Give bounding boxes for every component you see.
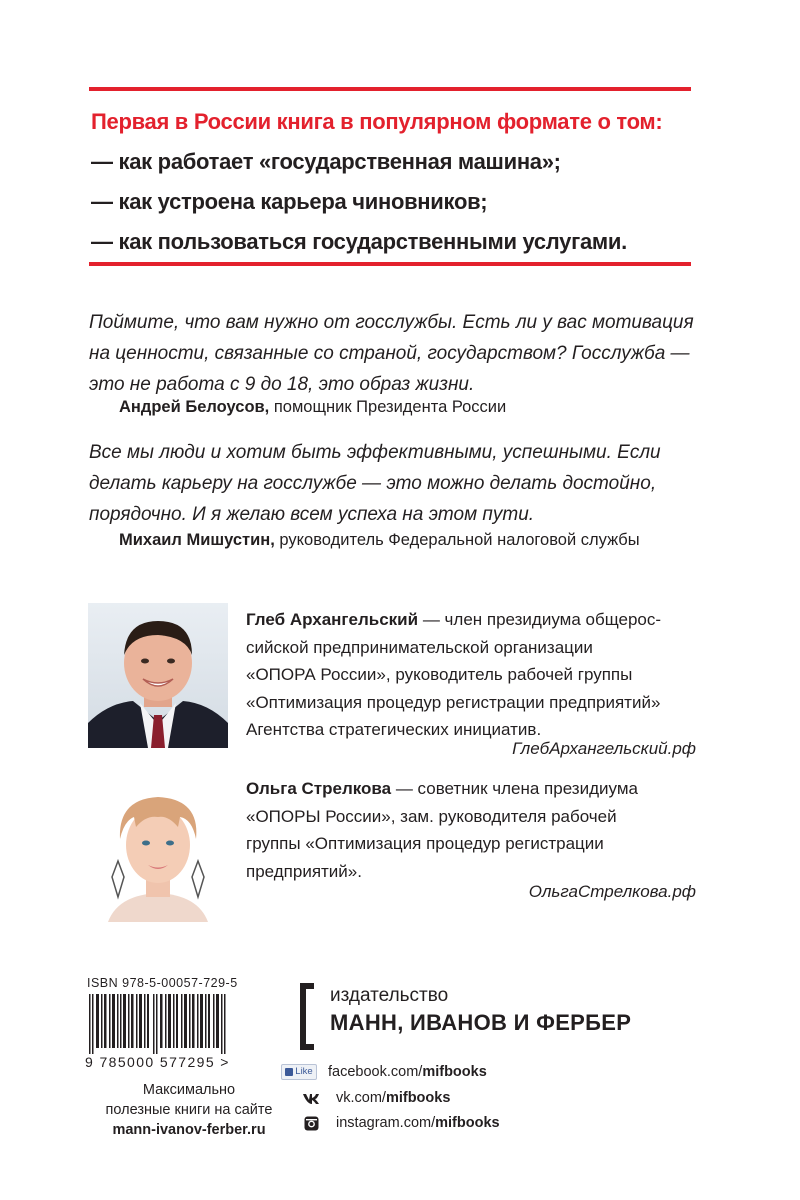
- quote-author-role: помощник Президента России: [269, 398, 507, 416]
- publisher-bracket-icon: [300, 983, 314, 1050]
- social-handle: mifbooks: [385, 1090, 451, 1106]
- bio-line: «ОПОРА России», руководитель рабочей группы: [246, 665, 633, 684]
- social-facebook[interactable]: [280, 1063, 487, 1081]
- bio-line: Агентства стратегических инициатив.: [246, 720, 542, 739]
- author-site-link[interactable]: ОльгаСтрелкова.рф: [528, 882, 696, 901]
- bio-line: [246, 606, 706, 634]
- intro-point: — как устроена карьера чиновников;: [91, 189, 488, 214]
- bio-text: — член президиума общерос-: [418, 610, 662, 629]
- quote-line: это не работа с 9 до 18, это образ жизни.: [89, 374, 475, 395]
- author-name: Глеб Архангельский: [246, 610, 419, 629]
- social-handle: mifbooks: [422, 1064, 487, 1080]
- author-photo-strelkova: [88, 777, 228, 922]
- social-instagram[interactable]: [280, 1114, 500, 1132]
- quote-author-role: руководитель Федеральной налоговой службы: [274, 531, 640, 549]
- isbn-label: ISBN 978-5-00057-729-5: [87, 976, 238, 990]
- promo-text: [89, 1080, 289, 1140]
- vk-icon: [300, 1089, 322, 1107]
- promo-line: полезные книги на сайте: [105, 1102, 273, 1118]
- social-prefix: facebook.com/: [328, 1064, 423, 1080]
- social-handle: mifbooks: [435, 1115, 500, 1131]
- intro-lead: Первая в России книга в популярном формате о том:: [91, 109, 663, 134]
- author-site-link[interactable]: ГлебАрхангельский.рф: [512, 739, 696, 758]
- bio-line: сийской предпринимательской организации: [246, 637, 593, 657]
- author-name: Ольга Стрелкова: [246, 779, 392, 798]
- quote-attribution: [119, 398, 506, 417]
- quote-line: порядочно. И я желаю всем успеха на этом пути.: [89, 504, 535, 525]
- bio-line: «Оптимизация процедур регистрации предприятий»: [246, 692, 661, 712]
- intro-point: — как пользоваться государственными услугами.: [91, 229, 627, 254]
- promo-url-link[interactable]: mann-ivanov-ferber.ru: [112, 1122, 266, 1138]
- author-bio: [246, 775, 706, 885]
- barcode-number: 9 785000 577295 >: [85, 1054, 230, 1070]
- quote-attribution: [119, 531, 640, 550]
- bottom-red-rule: [89, 262, 691, 266]
- quote-line: на ценности, связанные со страной, государством? Госслужба —: [89, 343, 690, 364]
- social-prefix: instagram.com/: [336, 1115, 436, 1131]
- author-photo-arkhangelsky: [88, 603, 228, 748]
- top-red-rule: [89, 87, 691, 91]
- publisher-name: МАНН, ИВАНОВ И ФЕРБЕР: [330, 1010, 632, 1035]
- publisher-label: издательство: [330, 985, 449, 1006]
- intro-point: — как работает «государственная машина»;: [91, 149, 561, 174]
- bio-line: «ОПОРЫ России», зам. руководителя рабочей: [246, 806, 617, 826]
- intro-block: [91, 102, 731, 262]
- instagram-icon: [300, 1114, 322, 1132]
- social-prefix: vk.com/: [336, 1090, 386, 1106]
- social-vk[interactable]: [280, 1089, 450, 1107]
- quote-line: Поймите, что вам нужно от госслужбы. Есть ли у вас мотивация: [89, 312, 694, 333]
- facebook-like-icon: Like: [280, 1063, 318, 1081]
- bio-line: группы «Оптимизация процедур регистрации: [246, 834, 604, 853]
- bio-text: — советник члена президиума: [391, 779, 638, 798]
- quote-author-name: Михаил Мишустин,: [119, 531, 275, 549]
- quote-belousov: [89, 307, 701, 400]
- barcode: [89, 994, 227, 1054]
- quote-author-name: Андрей Белоусов,: [119, 398, 270, 416]
- quote-mishustin: [89, 437, 701, 530]
- promo-line: Максимально: [142, 1082, 236, 1098]
- quote-line: делать карьеру на госслужбе — это можно делать достойно,: [89, 473, 657, 494]
- author-bio: [246, 606, 706, 744]
- quote-line: Все мы люди и хотим быть эффективными, успешными. Если: [89, 442, 661, 463]
- bio-line: предприятий».: [246, 861, 362, 881]
- bio-line: [246, 775, 706, 803]
